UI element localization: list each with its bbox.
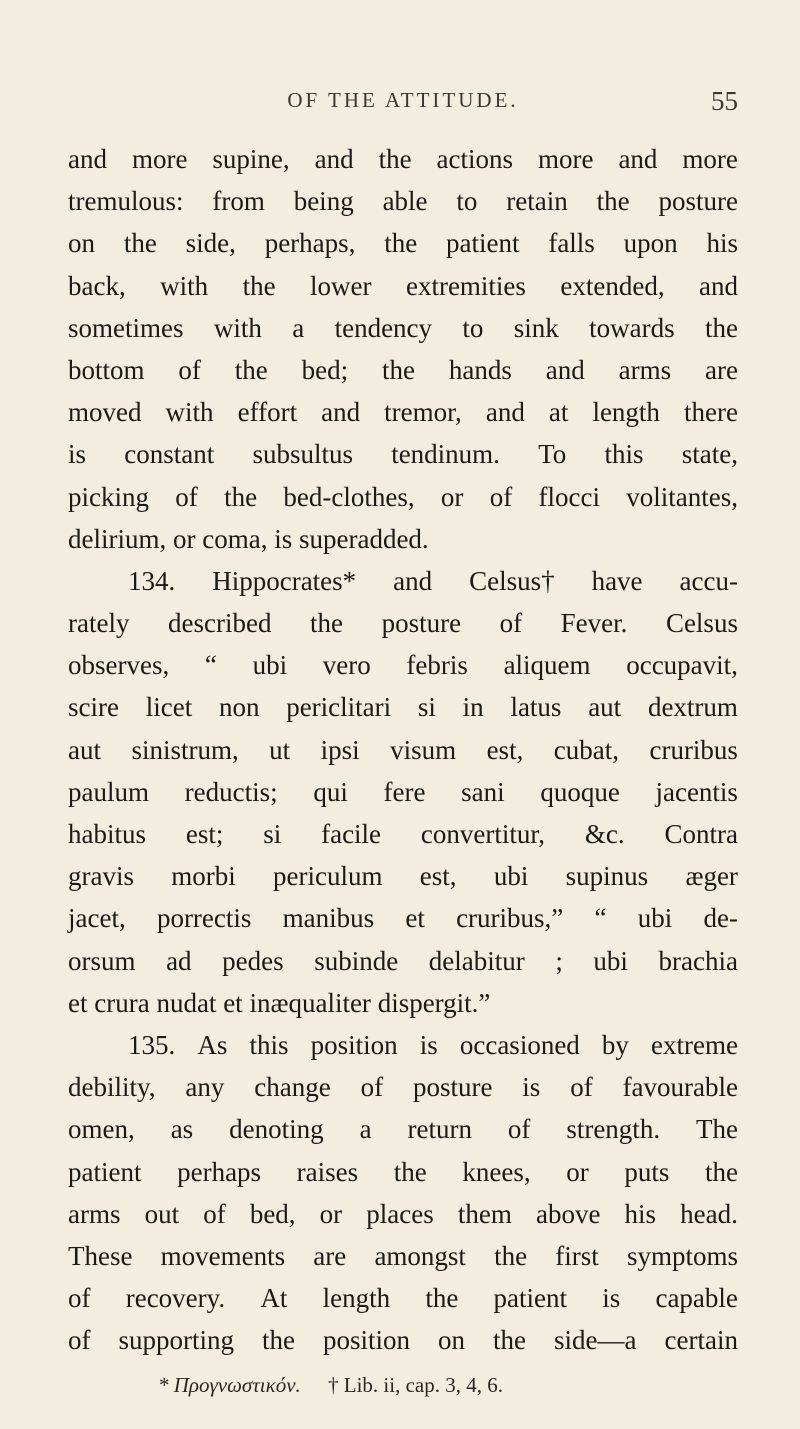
word: upon — [623, 228, 678, 259]
word: sometimes — [68, 312, 184, 343]
word: tremulous: — [68, 186, 184, 217]
word: extremities — [405, 270, 526, 301]
word: volitantes, — [626, 481, 738, 512]
word: est; — [185, 819, 224, 849]
word: by — [601, 1029, 629, 1060]
word: recovery. — [125, 1283, 226, 1314]
word: jacentis — [655, 776, 738, 807]
word: patient — [493, 1283, 568, 1314]
word: of — [175, 481, 198, 512]
word: habitus — [68, 819, 146, 849]
word: occupavit, — [626, 650, 738, 681]
word: subinde — [314, 945, 399, 976]
text-line — [68, 265, 738, 307]
word: flocci — [538, 481, 600, 512]
word: aut — [68, 734, 101, 765]
word: amongst — [374, 1240, 466, 1271]
word: capable — [655, 1283, 738, 1314]
word: bottom — [68, 354, 145, 385]
word: his — [624, 1198, 657, 1229]
word: actions — [436, 144, 514, 174]
word: ubi — [493, 861, 529, 892]
word: length — [322, 1283, 391, 1314]
word: change — [254, 1072, 331, 1103]
word: sani — [461, 776, 505, 807]
word: observes, — [68, 650, 170, 681]
word: his — [706, 228, 738, 259]
word: si — [417, 692, 436, 723]
word: porrectis — [156, 903, 252, 934]
text-line — [68, 560, 738, 602]
word: them — [457, 1198, 512, 1229]
running-head — [68, 88, 738, 124]
word: si — [263, 819, 282, 849]
word: patient — [68, 1156, 142, 1187]
word: periculum — [273, 861, 383, 892]
word: To — [538, 439, 567, 470]
word: favourable — [622, 1072, 738, 1103]
word: quoque — [540, 776, 620, 807]
word: or — [440, 481, 464, 512]
word: of — [489, 481, 513, 512]
word: lower — [310, 270, 372, 301]
word: aut — [588, 692, 622, 723]
word: or — [172, 523, 196, 554]
word: dextrum — [647, 692, 738, 723]
text-line — [68, 1024, 738, 1066]
word: retain — [506, 186, 568, 217]
word: and — [314, 144, 354, 174]
word: is — [68, 439, 87, 470]
word: 135. — [128, 1029, 176, 1060]
word: facile — [321, 819, 382, 849]
text-line — [68, 686, 738, 728]
footnotes — [68, 1373, 738, 1403]
word: are — [313, 1240, 347, 1271]
word: bed-clothes, — [283, 481, 415, 512]
word: latus — [510, 692, 562, 723]
word: bed; — [301, 354, 349, 385]
word: ; — [555, 945, 563, 976]
text-line — [68, 982, 738, 1024]
word: the — [234, 354, 268, 385]
text-line — [68, 1235, 738, 1277]
word: from — [212, 186, 265, 217]
word: febris — [406, 650, 468, 681]
word: there — [683, 397, 738, 428]
text-line — [68, 222, 738, 264]
word: arms — [68, 1198, 121, 1229]
word: posture — [658, 186, 738, 217]
text-line — [68, 855, 738, 897]
word: patient — [446, 228, 520, 259]
word: Fever. — [560, 608, 628, 639]
word: tremor, — [384, 397, 462, 428]
word: head. — [680, 1198, 738, 1229]
text-line — [68, 940, 738, 982]
word: extended, — [560, 270, 665, 301]
word: paulum — [68, 776, 149, 807]
word: perhaps — [177, 1156, 262, 1187]
word: posture — [381, 608, 462, 639]
word: est, — [486, 734, 524, 765]
word: the — [123, 228, 157, 259]
word: the — [310, 608, 344, 639]
word: supine, — [212, 144, 290, 174]
word: first — [555, 1240, 599, 1271]
word: the — [262, 1325, 296, 1356]
text-line — [68, 307, 738, 349]
word: the — [384, 228, 418, 259]
word: movements — [160, 1240, 286, 1271]
word: with — [160, 270, 209, 301]
word: or — [319, 1198, 343, 1229]
word: with — [213, 312, 262, 343]
word: of — [68, 1325, 91, 1356]
word: coma, — [202, 523, 268, 554]
word: out — [144, 1198, 180, 1229]
word: and — [485, 397, 525, 428]
text-line — [68, 349, 738, 391]
word: superadded. — [298, 523, 429, 554]
word: at — [548, 397, 569, 428]
word: towards — [589, 312, 675, 343]
word: position — [323, 1325, 411, 1356]
word: 134. — [128, 565, 176, 596]
word: moved — [68, 397, 142, 428]
text-line — [68, 433, 738, 475]
word: The — [696, 1114, 738, 1145]
word: a — [359, 1114, 372, 1145]
text-line — [68, 644, 738, 686]
word: and — [545, 354, 585, 385]
word: delabitur — [428, 945, 525, 976]
text-line — [68, 897, 738, 939]
word: of — [499, 608, 523, 639]
word: non — [218, 692, 260, 723]
word: accu- — [679, 565, 738, 596]
word: in — [462, 692, 484, 723]
text-line — [68, 1066, 738, 1108]
word: of — [360, 1072, 384, 1103]
word: places — [366, 1198, 434, 1229]
word: puts — [624, 1156, 670, 1187]
word: the — [378, 144, 412, 174]
word: the — [425, 1283, 459, 1314]
running-title: OF THE ATTITUDE. — [287, 88, 519, 112]
word: above — [535, 1198, 601, 1229]
word: symptoms — [626, 1240, 738, 1271]
word: reductis; — [184, 776, 278, 807]
word: side, — [185, 228, 236, 259]
word: &c. — [584, 819, 625, 849]
word: pedes — [222, 945, 284, 976]
word: return — [407, 1114, 472, 1145]
word: tendency — [334, 312, 433, 343]
word: jacet, — [68, 903, 126, 934]
word: supinus — [565, 861, 649, 892]
word: hands — [448, 354, 512, 385]
word: arms — [618, 354, 672, 385]
word: of — [178, 354, 201, 385]
word: state, — [681, 439, 738, 470]
word: cruribus,” — [456, 903, 564, 934]
word: nudat — [156, 987, 217, 1018]
word: of — [68, 1283, 91, 1314]
word: ad — [166, 945, 192, 976]
word: strength. — [566, 1114, 661, 1145]
text-line — [68, 180, 738, 222]
text-line — [68, 1151, 738, 1193]
word: this — [249, 1029, 289, 1060]
word: fere — [383, 776, 426, 807]
word: cubat, — [553, 734, 620, 765]
word: manibus — [282, 903, 375, 934]
text-line — [68, 813, 738, 855]
word: As — [197, 1029, 228, 1060]
word: is — [522, 1072, 541, 1103]
word: and — [618, 144, 658, 174]
word: Contra — [664, 819, 738, 849]
word: æger — [685, 861, 738, 892]
word: delirium, — [68, 523, 167, 554]
text-line — [68, 771, 738, 813]
word: et — [223, 987, 243, 1018]
word: sink — [513, 312, 559, 343]
word: of — [203, 1198, 226, 1229]
word: the — [704, 1156, 738, 1187]
page-number: 55 — [711, 86, 738, 116]
word: occasioned — [459, 1029, 580, 1060]
word: are — [704, 354, 738, 385]
word: the — [494, 1240, 528, 1271]
text-line — [68, 1193, 738, 1235]
word: length — [592, 397, 660, 428]
word: the — [382, 354, 416, 385]
word: ubi — [593, 945, 628, 976]
word: more — [131, 144, 188, 174]
word: periclitari — [286, 692, 392, 723]
word: the — [596, 186, 630, 217]
word: the — [393, 1156, 427, 1187]
word: and — [699, 270, 738, 301]
word: with — [165, 397, 214, 428]
word: denoting — [229, 1114, 324, 1145]
word: more — [538, 144, 594, 174]
word: to — [462, 312, 484, 343]
text-line — [68, 1277, 738, 1319]
word: this — [604, 439, 644, 470]
text-line — [68, 602, 738, 644]
word: orsum — [68, 945, 136, 976]
word: inæqualiter — [249, 987, 371, 1018]
word: rately — [68, 608, 130, 639]
word: ubi — [252, 650, 288, 681]
word: the — [224, 481, 258, 512]
text-line — [68, 1108, 738, 1150]
word: morbi — [171, 861, 236, 892]
footnote-prognostic: * Προγνωστικόν. — [158, 1373, 301, 1397]
word: These — [68, 1240, 133, 1271]
word: is — [274, 523, 293, 554]
footnote-lib-reference: † Lib. ii, cap. 3, 4, 6. — [328, 1373, 503, 1397]
word: gravis — [68, 861, 134, 892]
body-text — [68, 138, 738, 1361]
word: visum — [390, 734, 457, 765]
word: or — [566, 1156, 589, 1187]
text-line — [68, 391, 738, 433]
word: certain — [664, 1325, 738, 1356]
word: and — [321, 397, 361, 428]
word: ut — [269, 734, 291, 765]
word: omen, — [68, 1114, 135, 1145]
word: brachia — [658, 945, 738, 976]
word: aliquem — [503, 650, 591, 681]
word: “ — [594, 903, 607, 934]
text-line — [68, 729, 738, 771]
word: supporting — [118, 1325, 235, 1356]
word: Celsus — [665, 608, 738, 639]
word: the — [493, 1325, 527, 1356]
word: et — [68, 987, 88, 1018]
word: ipsi — [320, 734, 360, 765]
word: sinistrum, — [131, 734, 239, 765]
text-line — [68, 476, 738, 518]
word: est, — [419, 861, 457, 892]
word: have — [591, 565, 643, 596]
word: described — [168, 608, 272, 639]
word: de- — [703, 903, 738, 934]
word: cruribus — [649, 734, 738, 765]
word: At — [260, 1283, 288, 1314]
word: the — [704, 312, 738, 343]
word: debility, — [68, 1072, 156, 1103]
word: qui — [313, 776, 348, 807]
word: is — [419, 1029, 438, 1060]
word: falls — [548, 228, 595, 259]
text-line — [68, 1319, 738, 1361]
word: on — [68, 228, 95, 259]
word: and — [393, 565, 433, 596]
word: of — [507, 1114, 531, 1145]
word: dispergit.” — [377, 987, 491, 1018]
word: being — [293, 186, 354, 217]
word: vero — [322, 650, 371, 681]
word: Celsus† — [469, 565, 555, 596]
word: any — [185, 1072, 225, 1103]
word: scire — [68, 692, 119, 723]
word: bed, — [249, 1198, 296, 1229]
word: to — [456, 186, 478, 217]
word: as — [170, 1114, 194, 1145]
word: convertitur, — [420, 819, 546, 849]
word: more — [682, 144, 738, 174]
word: the — [242, 270, 276, 301]
word: picking — [68, 481, 149, 512]
word: et — [405, 903, 425, 934]
word: able — [382, 186, 428, 217]
word: ubi — [637, 903, 673, 934]
word: position — [310, 1029, 398, 1060]
word: raises — [296, 1156, 359, 1187]
word: side—a — [554, 1325, 637, 1356]
word: effort — [237, 397, 298, 428]
word: of — [570, 1072, 593, 1103]
word: tendinum. — [391, 439, 500, 470]
word: perhaps, — [264, 228, 356, 259]
word: posture — [412, 1072, 493, 1103]
word: “ — [204, 650, 217, 681]
word: is — [602, 1283, 621, 1314]
word: knees, — [462, 1156, 531, 1187]
word: Hippocrates* — [212, 565, 357, 596]
word: back, — [68, 270, 126, 301]
text-line — [68, 138, 738, 180]
word: on — [438, 1325, 466, 1356]
text-line — [68, 518, 738, 560]
word: constant — [124, 439, 215, 470]
word: crura — [94, 987, 150, 1018]
word: and — [68, 144, 107, 174]
word: a — [292, 312, 305, 343]
word: subsultus — [252, 439, 353, 470]
word: licet — [145, 692, 193, 723]
word: extreme — [651, 1029, 738, 1060]
